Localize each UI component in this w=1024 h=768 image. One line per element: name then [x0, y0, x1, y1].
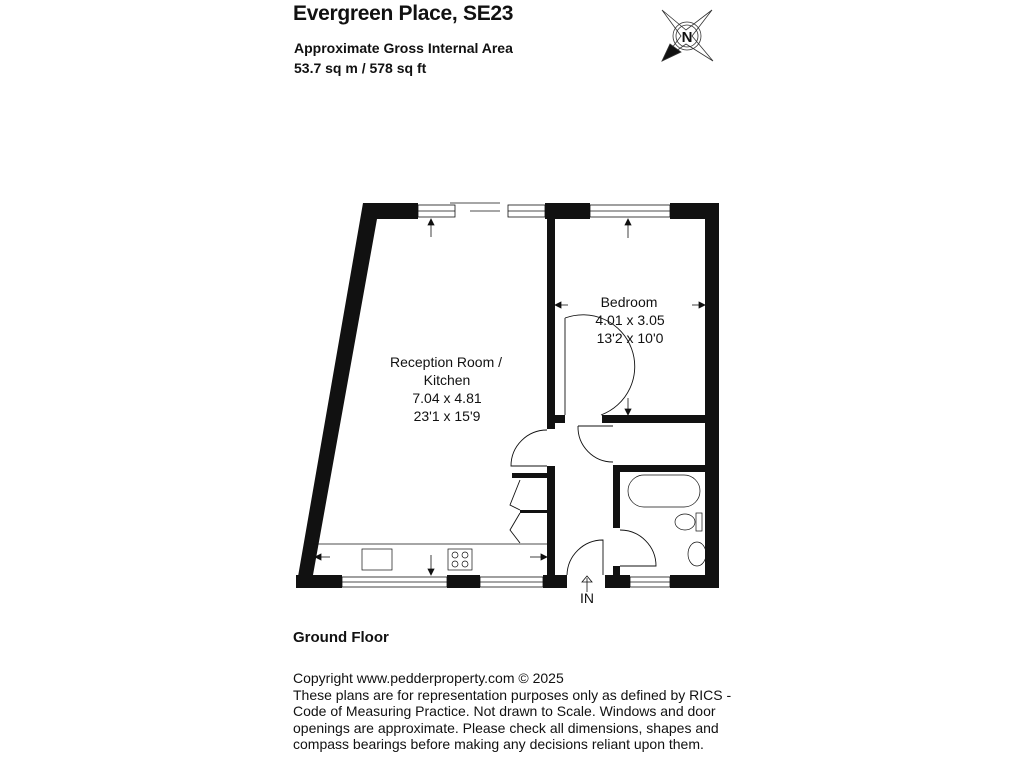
- reception-name-line2: Kitchen: [423, 372, 471, 388]
- dimension-arrows: [315, 211, 705, 592]
- windows: [342, 203, 670, 587]
- reception-metric: 7.04 x 4.81: [412, 390, 482, 406]
- bathroom-fixtures: [628, 475, 706, 566]
- kitchen-counter: [313, 544, 547, 570]
- basin-icon: [688, 542, 706, 566]
- wall-top: [363, 203, 418, 219]
- floor-label: Ground Floor: [293, 629, 389, 646]
- footer-line: Copyright www.pedderproperty.com © 2025: [293, 670, 564, 686]
- wall-cupboard: [512, 473, 548, 478]
- disclaimer: [293, 670, 773, 753]
- sink-icon: [362, 549, 392, 570]
- wall-bottom: [296, 575, 342, 588]
- compass-north-label: N: [681, 29, 693, 46]
- wall-bedroom-bottom: [602, 415, 705, 423]
- wall-left-slanted: [296, 203, 377, 588]
- area-label: Approximate Gross Internal Area: [294, 40, 513, 56]
- footer-line: Code of Measuring Practice. Not drawn to Scale. Windows and door: [293, 703, 716, 719]
- entrance-label: IN: [580, 590, 594, 606]
- hob-icon: [448, 549, 472, 570]
- bedroom-name: Bedroom: [600, 294, 658, 310]
- doors: [510, 315, 656, 575]
- wall-partition: [547, 219, 555, 429]
- toilet-icon: [675, 514, 695, 530]
- footer-line: openings are approximate. Please check all dimensions, shapes and: [293, 719, 719, 736]
- wall-bathroom-top: [613, 465, 705, 472]
- bath-icon: [628, 475, 700, 507]
- reception-imperial: 23'1 x 15'9: [413, 408, 481, 424]
- walls: [296, 203, 719, 588]
- property-title: Evergreen Place, SE23: [293, 2, 514, 25]
- footer-line: compass bearings before making any decisions reliant upon them.: [293, 736, 704, 752]
- wall-right: [705, 203, 719, 588]
- compass-icon: [662, 10, 713, 61]
- area-value: 53.7 sq m / 578 sq ft: [294, 60, 427, 76]
- reception-name-line1: Reception Room /: [389, 354, 503, 370]
- footer-line: These plans are for representation purposes only as defined by RICS -: [293, 686, 732, 703]
- bedroom-imperial: 13'2 x 10'0: [596, 330, 664, 346]
- bedroom-metric: 4.01 x 3.05: [595, 312, 665, 328]
